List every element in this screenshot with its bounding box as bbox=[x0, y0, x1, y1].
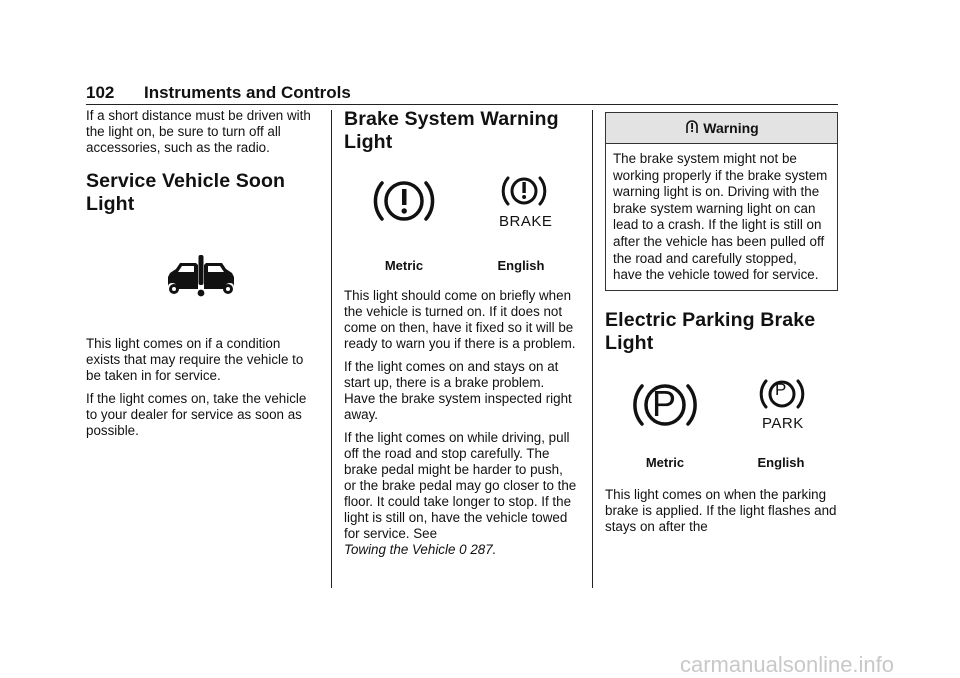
warning-triangle-icon bbox=[684, 119, 700, 135]
english-caption: English bbox=[497, 258, 545, 273]
park-icon-text: PARK bbox=[762, 414, 804, 432]
page-number: 102 bbox=[86, 83, 115, 102]
column-divider bbox=[592, 110, 593, 588]
brake-system-heading: Brake System Warning Light bbox=[344, 108, 559, 153]
brake-icons-row bbox=[344, 154, 578, 288]
brake-paragraph-3 bbox=[344, 430, 578, 558]
english-caption: English bbox=[757, 454, 805, 470]
brake-warning-english-icon bbox=[501, 174, 547, 210]
brake-paragraph-1: This light should come on briefly when the vehicle is turned on. If it does not come on then, have it fixed so it will be ready to warn you if there is a problem. bbox=[344, 288, 576, 351]
towing-page-ref: 0 287. bbox=[459, 542, 497, 557]
parking-icons-row bbox=[605, 355, 839, 487]
metric-caption: Metric bbox=[384, 258, 424, 273]
column-divider bbox=[331, 110, 332, 588]
section-title: Instruments and Controls bbox=[144, 83, 351, 102]
brake-paragraph-3-text: If the light comes on while driving, pull off the road and stop carefully. The brake pedal might be harder to push, or the brake pedal may go closer to the floor. It could take longer to stop. If the light is still on, have the vehicle towed for service. See bbox=[344, 430, 577, 541]
parking-metric-letter: P bbox=[652, 382, 677, 424]
brake-paragraph-2: If the light comes on and stays on at start up, there is a brake problem. Have the brake system inspected right away. bbox=[344, 359, 572, 422]
warning-body bbox=[606, 144, 837, 290]
intro-paragraph: If a short distance must be driven with the light on, be sure to turn off all accessories, such as the radio. bbox=[86, 108, 311, 155]
warning-title: Warning bbox=[703, 120, 759, 136]
warning-box bbox=[605, 112, 838, 291]
column-1 bbox=[86, 108, 318, 446]
warning-header bbox=[606, 113, 837, 144]
parking-english-letter: P bbox=[775, 379, 787, 399]
column-2 bbox=[344, 108, 578, 565]
parking-paragraph-1: This light comes on when the parking brake is applied. If the light flashes and stays on after the bbox=[605, 486, 837, 534]
brake-icon-text: BRAKE bbox=[499, 213, 553, 230]
warning-text: The brake system might not be working properly if the brake system warning light is on. Driving with the brake system warning light on can lead to a crash. If the light is still on after the vehicle has been pulled off the road and carefully stopped, have the vehicle towed for service. bbox=[613, 151, 828, 283]
towing-link[interactable]: Towing the Vehicle bbox=[344, 542, 456, 557]
service-paragraph-1: This light comes on if a condition exists that may require the vehicle to be taken in for service. bbox=[86, 336, 304, 383]
service-vehicle-icon bbox=[166, 255, 236, 299]
watermark: carmanualsonline.info bbox=[680, 652, 895, 677]
column-3 bbox=[605, 108, 839, 542]
brake-warning-metric-icon bbox=[372, 176, 436, 226]
metric-caption: Metric bbox=[645, 454, 685, 470]
service-paragraph-2: If the light comes on, take the vehicle to your dealer for service as soon as possible. bbox=[86, 391, 307, 438]
service-vehicle-icon-area bbox=[86, 216, 318, 336]
page-header bbox=[86, 82, 838, 105]
service-vehicle-heading: Service Vehicle Soon Light bbox=[86, 170, 286, 215]
parking-brake-heading: Electric Parking Brake Light bbox=[605, 308, 816, 354]
